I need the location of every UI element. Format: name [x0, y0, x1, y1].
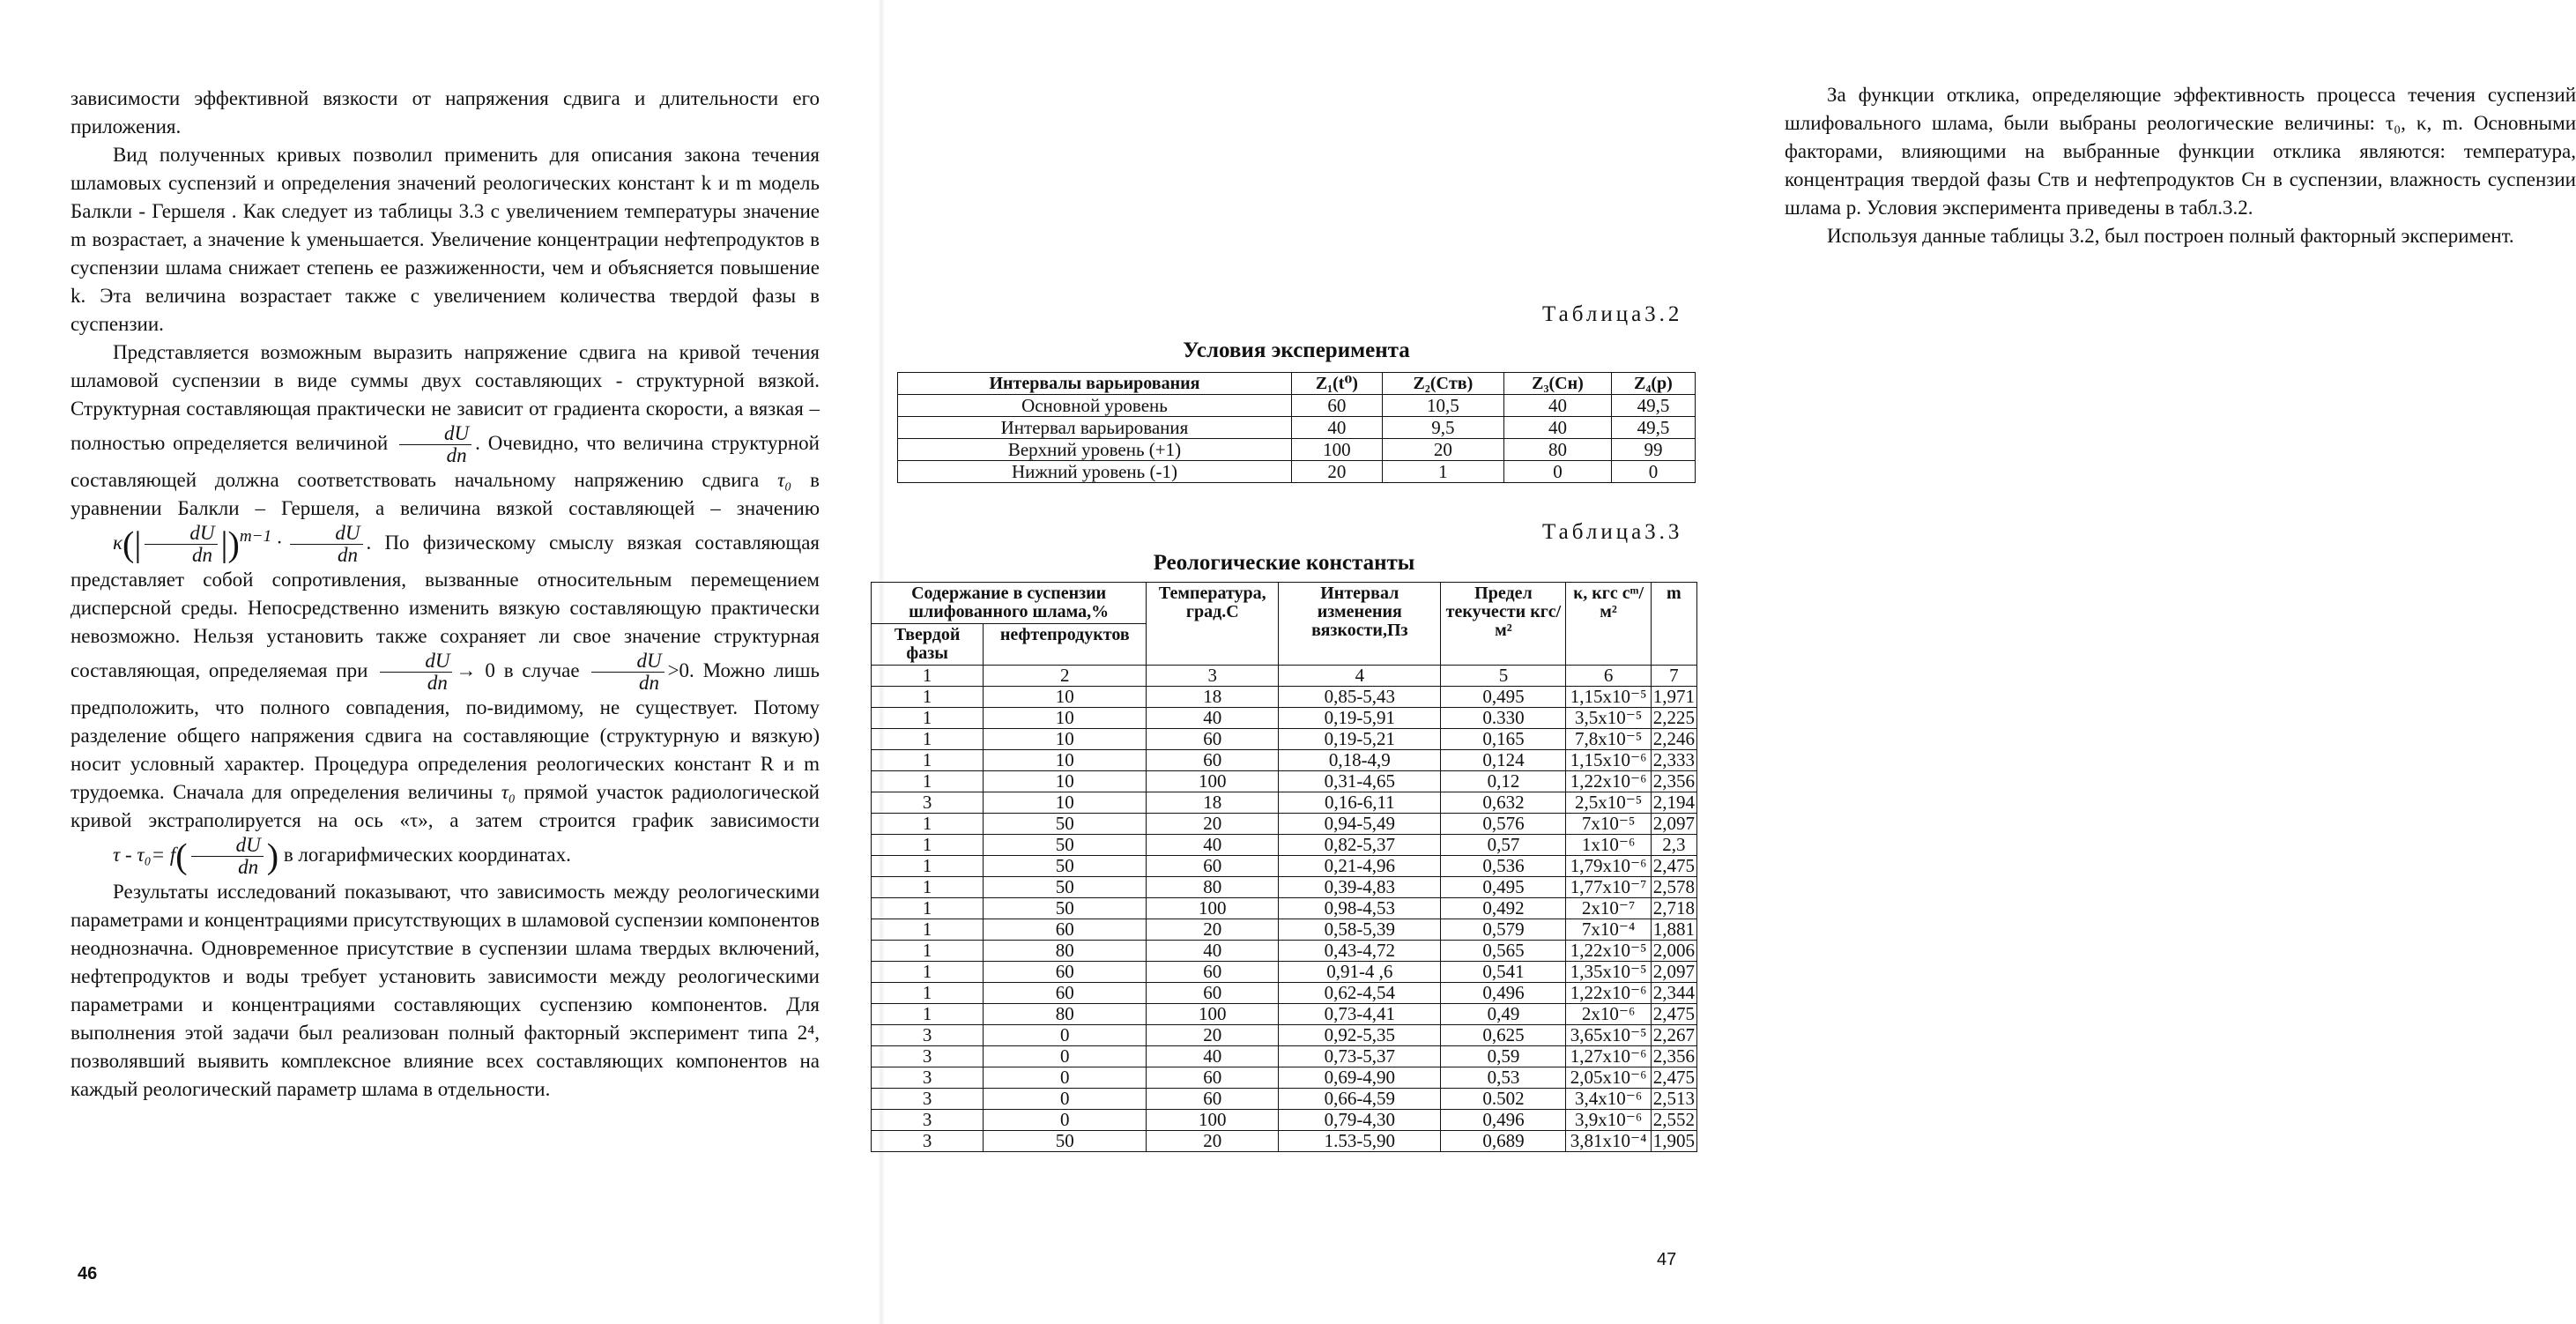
table-cell: 0,66-4,59 [1279, 1089, 1441, 1110]
table-cell: 0 [1611, 461, 1695, 483]
table-cell: 2x10⁻⁷ [1566, 898, 1651, 919]
table-cell: 0 [1504, 461, 1612, 483]
table-3-3-title: Реологические константы [1153, 551, 1415, 575]
table-cell: 60 [1147, 983, 1279, 1004]
table-cell: 1 [872, 750, 984, 771]
table-cell: 60 [984, 962, 1147, 983]
table-cell: 1 [1382, 461, 1503, 483]
header-cell: Z₃(Cн) [1504, 373, 1612, 395]
frac-denominator: dn [337, 544, 358, 566]
left-page-text [71, 85, 820, 1104]
table-3-2 [897, 372, 1696, 483]
table-row [898, 417, 1696, 439]
table-cell: 0,98-4,53 [1279, 898, 1441, 919]
table-cell: 2,578 [1651, 877, 1696, 898]
table-cell: 0,495 [1441, 687, 1566, 708]
table-cell: 40 [1504, 417, 1612, 439]
column-number-cell: 2 [984, 666, 1147, 687]
table-cell: 0 [984, 1110, 1147, 1131]
table-header-row [898, 373, 1696, 395]
table-cell: 3 [872, 1046, 984, 1067]
table-cell: 10 [984, 687, 1147, 708]
table-cell: 0.330 [1441, 708, 1566, 729]
table-cell: 9,5 [1382, 417, 1503, 439]
table-cell: 50 [984, 856, 1147, 877]
paragraph-3-part-h: в логарифмических координатах. [283, 843, 571, 866]
table-cell: 0,43-4,72 [1279, 941, 1441, 962]
frac-denominator: dn [191, 544, 212, 566]
table-row [872, 729, 1697, 750]
table-cell: 80 [984, 1004, 1147, 1025]
paragraph-1: зависимости эффективной вязкости от напряжения сдвига и длительности его приложения. [71, 87, 820, 138]
table-cell: 100 [1147, 1110, 1279, 1131]
table-cell: 80 [984, 941, 1147, 962]
table-cell: 10 [984, 750, 1147, 771]
table-cell: 1,35x10⁻⁵ [1566, 962, 1651, 983]
tau-expression: τ - τ₀= f [113, 843, 176, 866]
frac-numerator: dU [290, 523, 362, 545]
table-cell: Верхний уровень (+1) [898, 439, 1292, 461]
table-cell: 60 [1147, 1089, 1279, 1110]
header-m: m [1651, 583, 1696, 666]
paragraph-4: Результаты исследований показывают, что зависимость между реологическими параметрами и концентрациями присутствующих в шламовой суспензии компонентов неоднозначна. Одновременное присутствие в суспензии шлама твердых включений, нефтепродуктов и воды требует установить зависимости между реологическими параметрами и концентрациями составляющих суспензию компонентов. Для выполнения этой задачи был реализован полный факторный эксперимент типа 2⁴, позволявший выявить комплексное влияние всех составляющих компонентов на каждый реологический параметр шлама в отдельности. [71, 881, 820, 1100]
table-cell: 49,5 [1611, 417, 1695, 439]
column-number-cell: 7 [1651, 666, 1696, 687]
table-cell: 7x10⁻⁵ [1566, 814, 1651, 835]
column-number-cell: 3 [1147, 666, 1279, 687]
header-solid-phase: Твердой фазы [872, 624, 984, 666]
table-cell: 0,59 [1441, 1046, 1566, 1067]
table-cell: Основной уровень [898, 395, 1292, 417]
table-cell: 80 [1147, 877, 1279, 898]
right-paragraph-2: Используя данные таблицы 3.2, был построен полный факторный эксперимент. [1827, 225, 2514, 247]
table-cell: 1 [872, 856, 984, 877]
table-cell: 20 [1147, 1025, 1279, 1046]
table-cell: 3 [872, 1131, 984, 1152]
paragraph-3-part-c: в уравнении Балкли – Гершеля, а величина вязкой составляющей – значению [71, 469, 820, 519]
table-cell: 1,22x10⁻⁶ [1566, 771, 1651, 792]
table-cell: 0,69-4,90 [1279, 1067, 1441, 1089]
table-row [872, 814, 1697, 835]
table-cell: 1,22x10⁻⁵ [1566, 941, 1651, 962]
header-content: Содержание в суспензии шлифованного шлама,% [872, 583, 1147, 624]
table-cell: 0,73-4,41 [1279, 1004, 1441, 1025]
table-cell: 18 [1147, 792, 1279, 814]
table-cell: 2,267 [1651, 1025, 1696, 1046]
table-cell: 2,475 [1651, 1004, 1696, 1025]
header-cell: Z₄(p) [1611, 373, 1695, 395]
table-cell: 2,718 [1651, 898, 1696, 919]
table-cell: 0,576 [1441, 814, 1566, 835]
table-cell: 2,194 [1651, 792, 1696, 814]
table-cell: 0,579 [1441, 919, 1566, 941]
table-row [872, 941, 1697, 962]
column-number-cell: 1 [872, 666, 984, 687]
table-cell: 3 [872, 1067, 984, 1089]
du-dn-fraction-4 [380, 651, 452, 694]
table-cell: 0,79-4,30 [1279, 1110, 1441, 1131]
table-cell: 3 [872, 792, 984, 814]
table-cell: 0,492 [1441, 898, 1566, 919]
table-row [872, 856, 1697, 877]
table-row [872, 1025, 1697, 1046]
tau0-symbol: τ₀ [777, 469, 792, 491]
table-cell: 50 [984, 1131, 1147, 1152]
table-cell: 1,881 [1651, 919, 1696, 941]
table-cell: 1,22x10⁻⁶ [1566, 983, 1651, 1004]
table-cell: 3 [872, 1089, 984, 1110]
table-cell: 0 [984, 1067, 1147, 1089]
table-cell: 0,94-5,49 [1279, 814, 1441, 835]
table-cell: 0 [984, 1046, 1147, 1067]
table-cell: 60 [1147, 856, 1279, 877]
table-cell: 50 [984, 898, 1147, 919]
table-cell: 3,65x10⁻⁵ [1566, 1025, 1651, 1046]
page-number-right: 47 [1657, 1250, 1677, 1269]
table-cell: 40 [1147, 941, 1279, 962]
exponent: m−1 [239, 527, 272, 547]
table-row [872, 1110, 1697, 1131]
table-row [872, 877, 1697, 898]
frac-denominator: dn [238, 856, 259, 878]
column-number-cell: 5 [1441, 666, 1566, 687]
table-3-3-body [872, 666, 1697, 1152]
table-cell: 0,73-5,37 [1279, 1046, 1441, 1067]
column-number-cell: 6 [1566, 666, 1651, 687]
table-row [898, 439, 1696, 461]
viscous-component-formula: κ(| $\frac{dU}{dn}$ |)$^{m-1}$ · $\frac{dU}{dn}$ [71, 523, 367, 566]
table-cell: 1 [872, 941, 984, 962]
table-cell: 0,19-5,91 [1279, 708, 1441, 729]
table-cell: 20 [1382, 439, 1503, 461]
header-oil-products: нефтепродуктов [984, 624, 1147, 666]
column-number-row [872, 666, 1697, 687]
table-3-2-label: Таблица3.2 [1542, 302, 1683, 326]
tau0-symbol-2: τ₀ [501, 781, 516, 803]
table-cell: 50 [984, 877, 1147, 898]
table-cell: 0,165 [1441, 729, 1566, 750]
table-cell: 2,356 [1651, 771, 1696, 792]
table-cell: 20 [1147, 919, 1279, 941]
table-cell: 2,475 [1651, 1067, 1696, 1089]
frac-denominator: dn [427, 672, 448, 694]
table-cell: 0,16-6,11 [1279, 792, 1441, 814]
table-cell: 1 [872, 919, 984, 941]
table-cell: 0,91-4 ,6 [1279, 962, 1441, 983]
table-cell: 0 [984, 1025, 1147, 1046]
paragraph-3-part-g: прямой участок радиологической кривой экстраполируется на ось «τ», а затем строится график зависимости [71, 781, 820, 831]
paragraph-3-part-b: . Очевидно, что величина структурной составляющей должна соответствовать начальному напряжению сдвига [71, 431, 820, 491]
table-header-row [872, 583, 1697, 624]
table-cell: 0 [984, 1089, 1147, 1110]
table-row [872, 771, 1697, 792]
table-cell: 0,39-4,83 [1279, 877, 1441, 898]
table-row [872, 687, 1697, 708]
table-cell: 2,356 [1651, 1046, 1696, 1067]
right-page-text [1785, 81, 2576, 250]
table-row [872, 708, 1697, 729]
table-cell: 2,344 [1651, 983, 1696, 1004]
table-cell: 3,9x10⁻⁶ [1566, 1110, 1651, 1131]
paragraph-3-part-d: . По физическому смыслу вязкая составляющая представляет собой сопротивления, вызванные относительным перемещением дисперсной среды. Непосредственно изменить вязкую составляющую практически невозможно. Нельзя установить также сохраняет ли свое значение структурная составляющая, определяемая при [71, 531, 820, 681]
table-cell: 50 [984, 835, 1147, 856]
table-cell: 0,565 [1441, 941, 1566, 962]
table-row [872, 1046, 1697, 1067]
table-row [872, 1131, 1697, 1152]
table-3-2-title: Условия эксперимента [1183, 338, 1410, 362]
table-cell: 20 [1291, 461, 1382, 483]
header-kappa: κ, кгс cᵐ/м² [1566, 583, 1651, 666]
table-cell: 0,85-5,43 [1279, 687, 1441, 708]
table-cell: 0,53 [1441, 1067, 1566, 1089]
table-row [898, 395, 1696, 417]
table-cell: 1 [872, 814, 984, 835]
table-cell: 0,58-5,39 [1279, 919, 1441, 941]
header-cell: Z₁(t⁰) [1291, 373, 1382, 395]
table-cell: 0,689 [1441, 1131, 1566, 1152]
table-cell: 40 [1504, 395, 1612, 417]
tau-function-formula: τ - τ₀= f( $\frac{dU}{dn}$ ) [113, 834, 279, 878]
table-cell: 0,57 [1441, 835, 1566, 856]
table-cell: 2x10⁻⁶ [1566, 1004, 1651, 1025]
table-cell: 60 [1291, 395, 1382, 417]
frac-denominator: dn [639, 672, 659, 694]
table-cell: 3 [872, 1110, 984, 1131]
table-cell: 80 [1504, 439, 1612, 461]
header-cell: Интервалы варьирования [898, 373, 1292, 395]
table-cell: 7x10⁻⁴ [1566, 919, 1651, 941]
du-dn-fraction-2 [145, 523, 217, 566]
table-cell: 1 [872, 898, 984, 919]
table-cell: 0.502 [1441, 1089, 1566, 1110]
table-cell: 49,5 [1611, 395, 1695, 417]
table-cell: 60 [1147, 750, 1279, 771]
table-cell: 3,5x10⁻⁵ [1566, 708, 1651, 729]
table-cell: 3 [872, 1025, 984, 1046]
table-3-3-label: Таблица3.3 [1542, 520, 1683, 544]
right-paragraph-1: За функции отклика, определяющие эффективность процесса течения суспензий шлифовального шлама, были выбраны реологические величины: τ₀, κ, m. Основными факторами, влияющими на выбранные функции отклика являются: температура, концентрация твердой фазы Cтв и нефтепродуктов Cн в суспензии, влажность суспензии шлама p. Условия эксперимента приведены в табл.3.2. [1785, 84, 2576, 219]
table-cell: 60 [1147, 962, 1279, 983]
page-number-left: 46 [78, 1264, 98, 1283]
table-cell: 0,496 [1441, 983, 1566, 1004]
table-cell: 2,05x10⁻⁶ [1566, 1067, 1651, 1089]
table-row [898, 461, 1696, 483]
frac-numerator: dU [380, 651, 452, 673]
table-cell: 60 [984, 919, 1147, 941]
table-cell: 60 [1147, 1067, 1279, 1089]
table-cell: 1 [872, 877, 984, 898]
du-dn-fraction-3 [290, 523, 362, 566]
paragraph-2: Вид полученных кривых позволил применить для описания закона течения шламовых суспензий и определения значений реологических констант k и m модель Балкли - Гершеля . Как следует из таблицы 3.3 с увеличением температуры значение m возрастает, а значение k уменьшается. Увеличение концентрации нефтепродуктов в суспензии шлама снижает степень ее разжиженности, чем и объясняется повышение k. Эта величина возрастает также с увеличением количества твердой фазы в суспензии. [71, 144, 820, 335]
du-dn-fraction-6 [191, 835, 264, 878]
table-cell: 0,541 [1441, 962, 1566, 983]
table-3-3 [871, 582, 1697, 1152]
table-cell: 7,8x10⁻⁵ [1566, 729, 1651, 750]
table-cell: 1,77x10⁻⁷ [1566, 877, 1651, 898]
table-cell: 100 [1291, 439, 1382, 461]
frac-numerator: dU [399, 423, 471, 445]
table-cell: 1,15x10⁻⁵ [1566, 687, 1651, 708]
table-row [872, 1004, 1697, 1025]
table-cell: 0,31-4,65 [1279, 771, 1441, 792]
table-cell: 0,21-4,96 [1279, 856, 1441, 877]
table-cell: 1,79x10⁻⁶ [1566, 856, 1651, 877]
table-row [872, 919, 1697, 941]
header-temperature: Температура, град.С [1147, 583, 1279, 666]
table-cell: 0,496 [1441, 1110, 1566, 1131]
table-cell: 2,3 [1651, 835, 1696, 856]
table-cell: 40 [1147, 835, 1279, 856]
table-cell: 10 [984, 708, 1147, 729]
table-cell: 40 [1147, 708, 1279, 729]
table-row [872, 1089, 1697, 1110]
kappa-symbol: κ [113, 531, 123, 554]
table-cell: 1,15x10⁻⁶ [1566, 750, 1651, 771]
table-cell: 2,246 [1651, 729, 1696, 750]
table-cell: 2,513 [1651, 1089, 1696, 1110]
table-cell: 10,5 [1382, 395, 1503, 417]
table-cell: 0,625 [1441, 1025, 1566, 1046]
table-cell: 1.53-5,90 [1279, 1131, 1441, 1152]
table-cell: 1 [872, 983, 984, 1004]
table-cell: 60 [1147, 729, 1279, 750]
table-cell: 2,006 [1651, 941, 1696, 962]
table-cell: 99 [1611, 439, 1695, 461]
du-dn-fraction [399, 423, 471, 466]
table-row [872, 1067, 1697, 1089]
table-cell: 2,333 [1651, 750, 1696, 771]
frac-denominator: dn [446, 444, 467, 466]
table-cell: Нижний уровень (-1) [898, 461, 1292, 483]
arrow-zero: → 0 [456, 658, 495, 681]
frac-numerator: dU [145, 523, 217, 545]
table-cell: 1,905 [1651, 1131, 1696, 1152]
table-cell: 18 [1147, 687, 1279, 708]
table-cell: 0,49 [1441, 1004, 1566, 1025]
table-cell: Интервал варьирования [898, 417, 1292, 439]
table-cell: 3,81x10⁻⁴ [1566, 1131, 1651, 1152]
table-cell: 0,536 [1441, 856, 1566, 877]
table-cell: 10 [984, 729, 1147, 750]
table-cell: 1 [872, 771, 984, 792]
table-cell: 0,495 [1441, 877, 1566, 898]
table-cell: 0,18-4,9 [1279, 750, 1441, 771]
table-cell: 10 [984, 792, 1147, 814]
table-row [872, 898, 1697, 919]
table-cell: 2,097 [1651, 814, 1696, 835]
column-number-cell: 4 [1279, 666, 1441, 687]
frac-numerator: dU [191, 835, 264, 857]
table-cell: 40 [1291, 417, 1382, 439]
table-cell: 0,19-5,21 [1279, 729, 1441, 750]
paragraph-3-part-e: в случае [503, 658, 580, 681]
table-cell: 0,12 [1441, 771, 1566, 792]
left-page [0, 0, 881, 1324]
paragraph-3 [71, 338, 820, 878]
table-cell: 0,92-5,35 [1279, 1025, 1441, 1046]
table-cell: 2,475 [1651, 856, 1696, 877]
table-cell: 2,097 [1651, 962, 1696, 983]
table-cell: 40 [1147, 1046, 1279, 1067]
table-cell: 2,552 [1651, 1110, 1696, 1131]
table-cell: 20 [1147, 1131, 1279, 1152]
table-cell: 1,971 [1651, 687, 1696, 708]
table-cell: 100 [1147, 1004, 1279, 1025]
table-row [872, 962, 1697, 983]
table-cell: 100 [1147, 898, 1279, 919]
table-cell: 100 [1147, 771, 1279, 792]
header-yield-stress: Предел текучести кгс/м² [1441, 583, 1566, 666]
table-cell: 1 [872, 708, 984, 729]
du-dn-fraction-5 [591, 651, 664, 694]
table-cell: 1 [872, 962, 984, 983]
table-cell: 10 [984, 771, 1147, 792]
table-cell: 1 [872, 835, 984, 856]
paragraph-3-part-f: >0. Можно лишь предположить, что полного совпадения, по-видимому, не существует. Потому разделение общего напряжения сдвига на составляющие (структурную и вязкую) носит условный характер. Процедура определения реологических констант R и m трудоемка. Сначала для определения величины [71, 658, 820, 803]
table-cell: 2,5x10⁻⁵ [1566, 792, 1651, 814]
table-cell: 1x10⁻⁶ [1566, 835, 1651, 856]
table-cell: 0,82-5,37 [1279, 835, 1441, 856]
paragraph-3-part-a: Представляется возможным выразить напряжение сдвига на кривой течения шламовой суспензии в виде суммы двух составляющих - структурной вязкой. Структурная составляющая практически не зависит от градиента скорости, а вязкая – полностью определяется величиной [71, 341, 820, 454]
table-cell: 60 [984, 983, 1147, 1004]
table-row [872, 750, 1697, 771]
table-cell: 20 [1147, 814, 1279, 835]
table-cell: 50 [984, 814, 1147, 835]
frac-numerator: dU [591, 651, 664, 673]
table-cell: 1 [872, 1004, 984, 1025]
header-viscosity-interval: Интервал изменения вязкости,Пз [1279, 583, 1441, 666]
table-row [872, 983, 1697, 1004]
table-row [872, 792, 1697, 814]
table-cell: 3,4x10⁻⁶ [1566, 1089, 1651, 1110]
table-cell: 2,225 [1651, 708, 1696, 729]
table-row [872, 835, 1697, 856]
table-cell: 0,632 [1441, 792, 1566, 814]
header-cell: Z₂(Cтв) [1382, 373, 1503, 395]
table-cell: 1 [872, 729, 984, 750]
table-cell: 1,27x10⁻⁶ [1566, 1046, 1651, 1067]
table-cell: 0,62-4,54 [1279, 983, 1441, 1004]
table-cell: 0,124 [1441, 750, 1566, 771]
table-cell: 1 [872, 687, 984, 708]
